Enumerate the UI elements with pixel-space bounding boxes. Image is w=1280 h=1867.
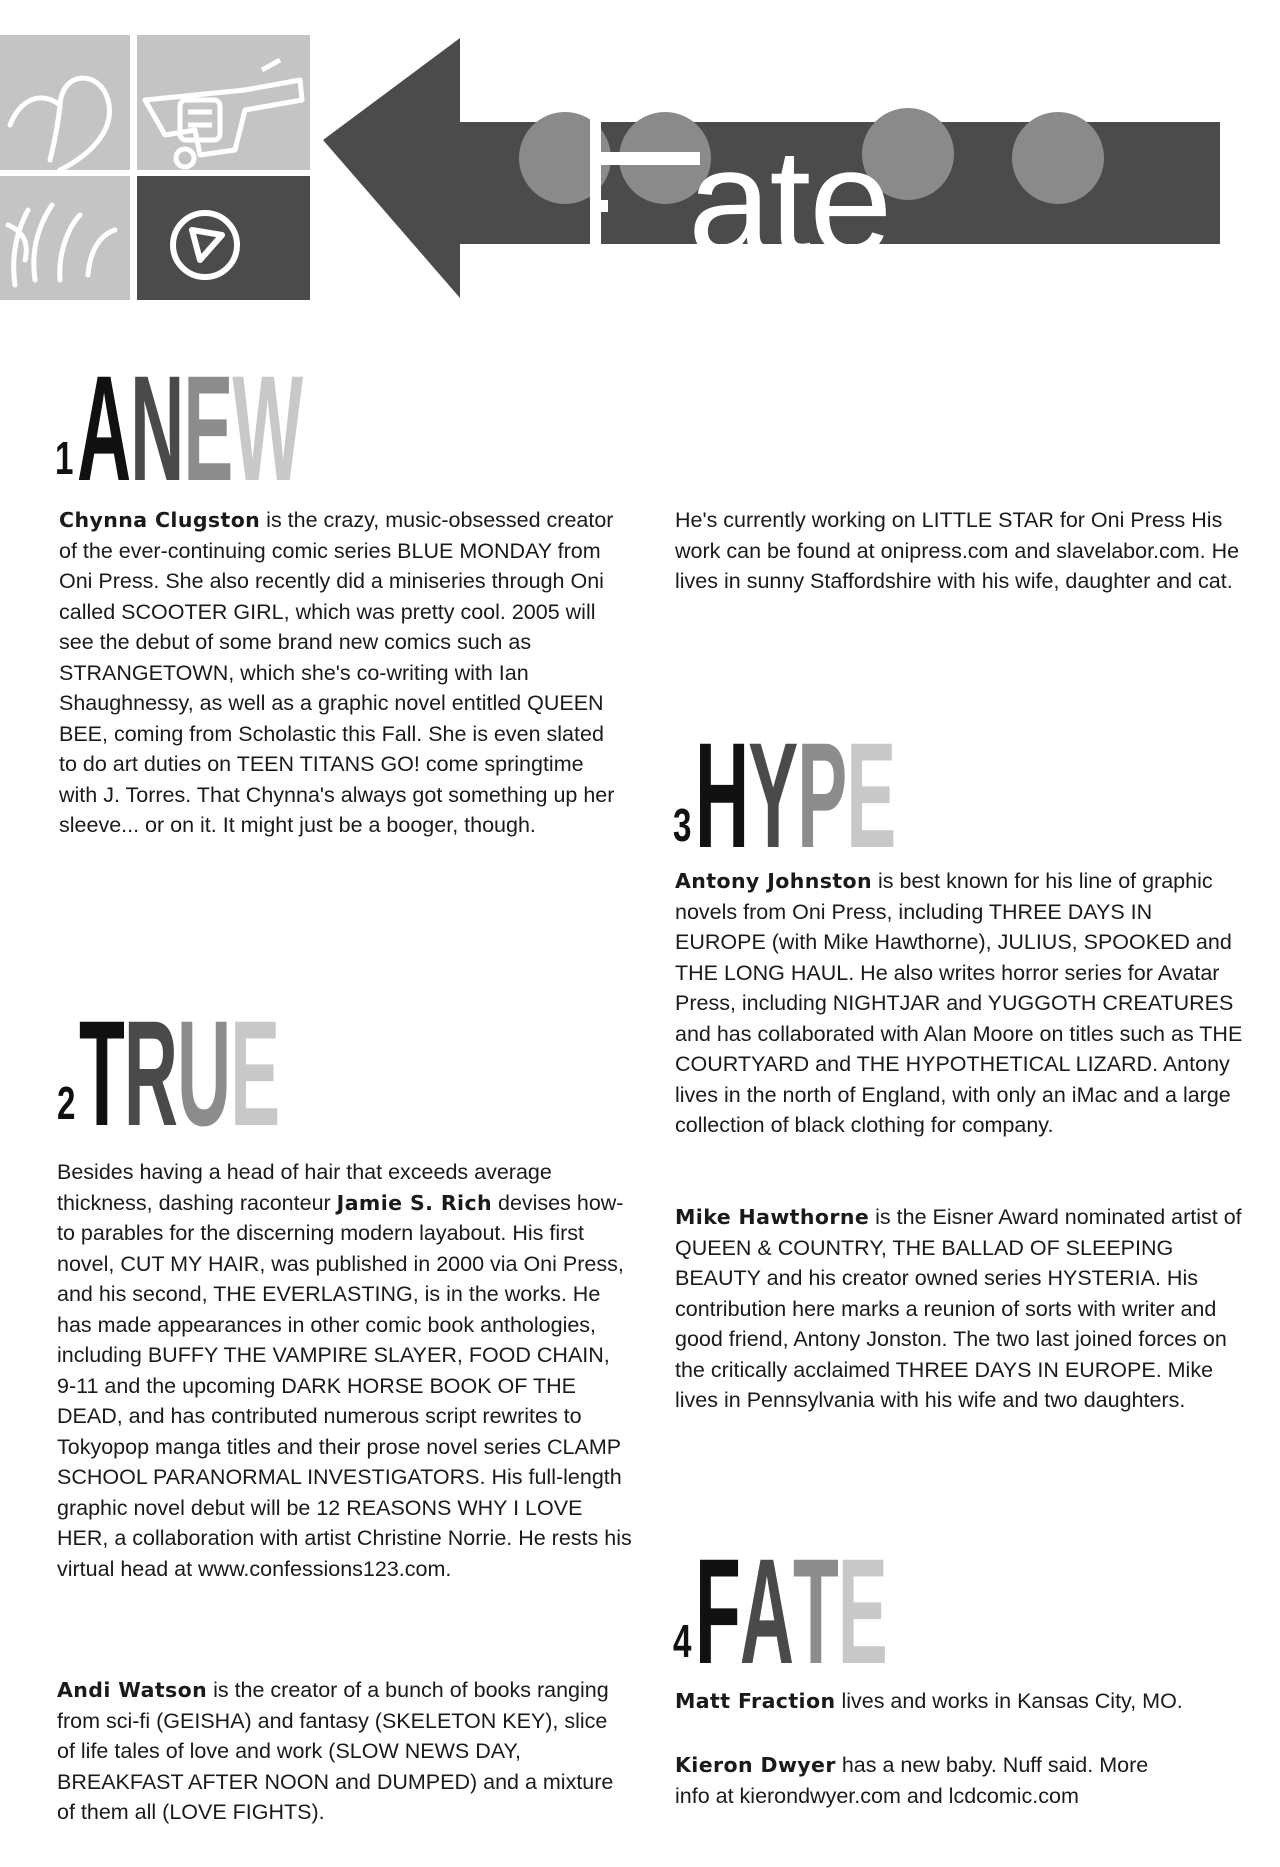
section-number: 1 [55,432,74,484]
author-name: Kieron Dwyer [675,1753,836,1777]
bio-andi-watson-continued [675,505,1245,597]
bio-kieron-dwyer [675,1750,1175,1811]
heading-letter: T [79,989,124,1157]
bio-mike-hawthorne [675,1202,1245,1416]
logo-text: ate [688,117,891,285]
bio-chynna-clugston [59,505,619,841]
bio-text: lives and works in Kansas City, MO. [835,1689,1183,1713]
heading-letter: A [739,1527,793,1695]
section-number: 2 [57,1077,76,1129]
section-heading-hype [673,711,1153,879]
play-panel [137,176,310,300]
header-banner [0,30,1280,310]
heading-letter: W [232,344,303,512]
heading-letter: N [130,344,184,512]
author-name: Matt Fraction [675,1689,836,1713]
heading-letter: H [695,711,749,879]
bio-text: is best known for his line of graphic novels from Oni Press, including THREE DAYS IN EUROPE (with Mike Hawthorne), JULIUS, SPOOKED and THE LONG HAUL. He also writes horror series for Avatar Press, including NIGHTJAR and YUGGOTH CREATURES and has collaborated with Alan Moore on titles such as THE COURTYARD and THE HYPOTHETICAL LIZARD. Antony lives in the north of England, with only an iMac and a large collection of black clothing for company. [675,869,1243,1137]
author-name: Andi Watson [57,1678,208,1702]
heading-letter: R [123,989,177,1157]
heading-letter: E [837,1527,887,1695]
section-number: 3 [673,799,692,851]
bio-text: is the creator of a bunch of books ranging from sci-fi (GEISHA) and fantasy (SKELETON KEY), slice of life tales of love and work (SLOW NEWS DAY, BREAKFAST AFTER NOON and DUMPED) and a mixture of them all (LOVE FIGHTS). [57,1678,614,1824]
author-name: Antony Johnston [675,869,873,893]
section-word [79,989,280,1157]
bio-text: Besides having a head of hair that exceeds average thickness, dashing raconteur [57,1160,552,1215]
heading-letter: E [230,989,280,1157]
heading-letter: Y [748,711,798,879]
bio-text: is the Eisner Award nominated artist of QUEEN & COUNTRY, THE BALLAD OF SLEEPING BEAUTY and his creator owned series HYSTERIA. His contribution here marks a reunion of sorts with writer and good friend, Antony Jonston. The two last joined forces on the critically acclaimed THREE DAYS IN EUROPE. Mike lives in Pennsylvania with his wife and two daughters. [675,1205,1242,1412]
heading-letter: A [77,344,131,512]
icon-grid [0,35,310,300]
bio-jamie-s-rich [57,1157,632,1584]
heading-letter: F [695,1527,740,1695]
section-heading-true [57,989,537,1157]
bio-text: has a new baby. Nuff said. More info at kierondwyer.com and lcdcomic.com [675,1753,1149,1808]
bio-andi-watson [57,1675,622,1828]
heading-letter: P [797,711,847,879]
heading-letter: E [183,344,233,512]
bio-antony-johnston [675,866,1245,1141]
bio-text: He's currently working on LITTLE STAR for Oni Press His work can be found at onipress.com and slavelabor.com. He lives in sunny Staffordshire with his wife, daughter and cat. [675,508,1240,593]
bio-matt-fraction [675,1686,1245,1717]
section-word [77,344,303,512]
bio-text: is the crazy, music-obsessed creator of the ever-continuing comic series BLUE MONDAY from Oni Press. She also recently did a miniseries through Oni called SCOOTER GIRL, which was pretty cool. 2005 will see the debut of some brand new comics such as STRANGETOWN, which she's co-writing with Ian Shaughnessy, as well as a graphic novel entitled QUEEN BEE, coming from Scholastic this Fall. She is even slated to do art duties on TEEN TITANS GO! come springtime with J. Torres. That Chynna's always got something up her sleeve... or on it. It might just be a booger, though. [59,508,615,837]
bio-text: devises how-to parables for the discerning modern layabout. His first novel, CUT MY HAIR, was published in 2000 via Oni Press, and his second, THE EVERLASTING, is in the works. He has made appearances in other comic book anthologies, including BUFFY THE VAMPIRE SLAYER, FOOD CHAIN, 9-11 and the upcoming DARK HORSE BOOK OF THE DEAD, and has contributed numerous script rewrites to Tokyopop manga titles and their prose novel series CLAMP SCHOOL PARANORMAL INVESTIGATORS. His full-length graphic novel debut will be 12 REASONS WHY I LOVE HER, a collaboration with artist Christine Norrie. He rests his virtual head at www.confessions123.com. [57,1190,632,1581]
author-name: Chynna Clugston [59,508,261,532]
heading-letter: U [176,989,231,1157]
section-word [695,1527,887,1695]
heading-letter: E [846,711,896,879]
section-heading-fate [673,1527,1153,1695]
section-number: 4 [673,1615,692,1667]
heading-letter: T [792,1527,838,1695]
author-name: Jamie S. Rich [336,1190,493,1215]
section-heading-anew [55,344,535,512]
section-word [695,711,896,879]
author-name: Mike Hawthorne [675,1205,870,1229]
